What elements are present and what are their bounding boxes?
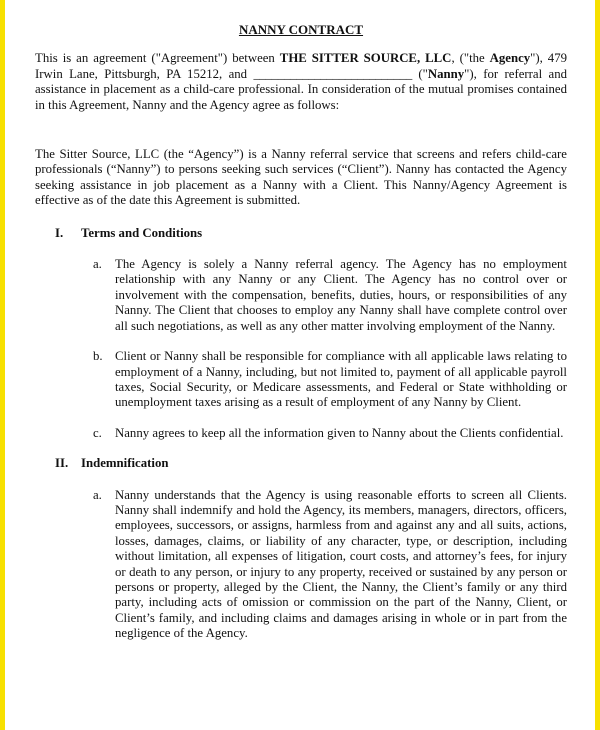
item-text: The Agency is solely a Nanny referral agency. The Agency has no employment relationship with any Nanny or any Client. The Agency has no control over or involvement with the compensation, benefits, duties, hours, or responsibilities of any Nanny. The Client that chooses to employ any Nanny shall have complete control over all such negotiations, as well as any other matter involving employment of the Nanny. — [115, 257, 567, 333]
intro-text-4: (" — [412, 66, 428, 81]
item-text: Nanny understands that the Agency is using reasonable efforts to screen all Clients. Nanny shall indemnify and hold the Agency, its members, managers, directors, officers, employees, successors, or assigns, harmless from and against any and all suits, actions, losses, damages, claims, or liability of any character, type, or description, including without limitation, all expenses of litigation, court costs, and attorney’s fees, for injury or death to any person, or injury to any property, received or sustained by any person or persons or property, alleged by the Client, the Nanny, the Client’s family or any third party, including acts of omission or commission on the part of the Nanny, Client, or Client’s family, and including claims and damages arising in whole or in part from the negligence of the Agency. — [115, 487, 567, 641]
item-text: Nanny agrees to keep all the information given to Nanny about the Clients confidential. — [115, 425, 564, 440]
intro-text-3: "), 479 Irwin Lane, Pittsburgh, PA 15212, and — [35, 51, 567, 81]
list-item — [35, 426, 567, 441]
intro-text-1: This is an agreement ("Agreement") between — [35, 51, 280, 66]
intro-text-2: , ("the — [451, 51, 490, 66]
document-page — [5, 0, 595, 730]
company-name: THE SITTER SOURCE, LLC — [279, 51, 452, 66]
section-heading-terms — [55, 226, 567, 241]
intro-text-5: "), for referral and assistance in placement as a child-care professional. In consideration of the mutual promises contained in this Agreement, Nanny and the Agency agree as follows: — [35, 66, 567, 112]
section-number: II. — [55, 456, 69, 471]
intro-paragraph — [35, 51, 567, 113]
name-blank-line: __________________________ — [253, 66, 413, 81]
list-item — [35, 488, 567, 642]
description-paragraph: The Sitter Source, LLC (the “Agency”) is a Nanny referral service that screens and refers child-care professionals (“Nanny”) to persons seeking such services (“Client”). Nanny has contacted the Agency seeking assistance in job placement as a Nanny with a Client. This Nanny/Agency Agreement is effective as of the date this Agreement is submitted. — [35, 147, 567, 208]
section-number: I. — [55, 225, 64, 240]
item-text: Client or Nanny shall be responsible for compliance with all applicable laws relating to employment of a Nanny, including, but not limited to, payment of all applicable payroll taxes, Social Security, or Medicare assessments, and Federal or State withholding or unemployment taxes arising as a result of employment of any Nanny by Client. — [115, 349, 567, 410]
document-title: NANNY CONTRACT — [238, 22, 364, 37]
nanny-term: Nanny — [427, 66, 465, 81]
section-title: Terms and Conditions — [81, 225, 203, 240]
item-letter: a. — [93, 257, 102, 272]
item-letter: b. — [93, 349, 103, 364]
document-content — [35, 22, 567, 657]
list-item — [35, 349, 567, 411]
item-letter: a. — [93, 487, 102, 502]
agency-term: Agency — [489, 51, 531, 66]
item-letter: c. — [93, 425, 102, 440]
list-item — [35, 257, 567, 334]
section-heading-indemnification — [55, 456, 567, 471]
section-title: Indemnification — [81, 456, 169, 471]
